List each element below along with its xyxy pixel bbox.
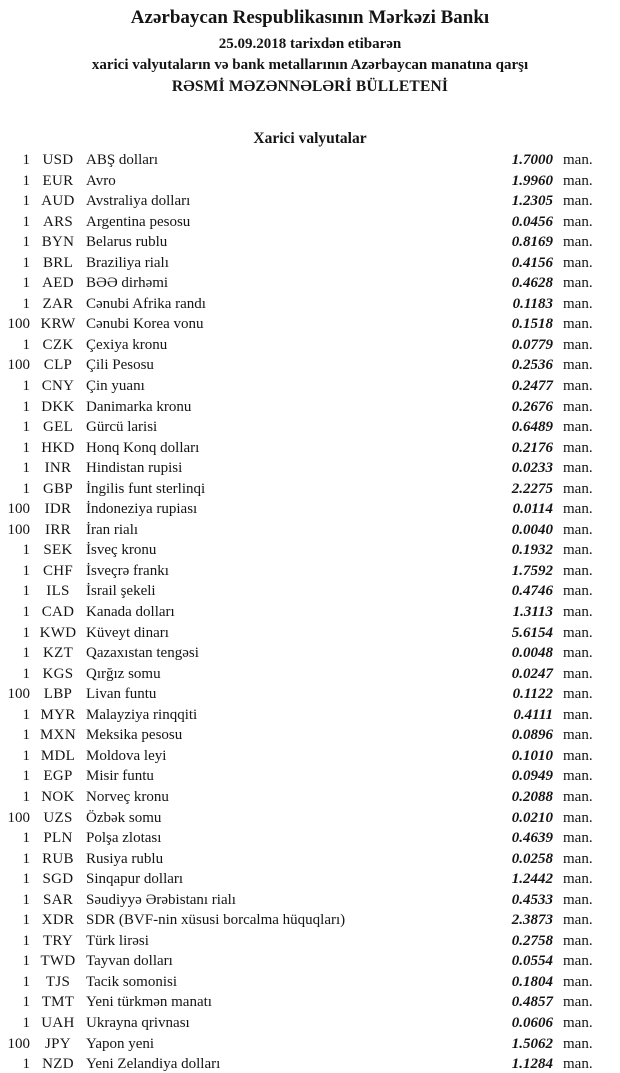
currency-name: İsrail şekeli <box>86 583 156 600</box>
currency-name: Belarus rublu <box>86 234 168 251</box>
rate-quantity: 1 <box>22 460 30 477</box>
unit-label: man. <box>563 912 593 929</box>
rate-value: 0.6489 <box>511 419 553 436</box>
rate-value: 0.1122 <box>512 686 553 703</box>
rate-row <box>0 808 620 829</box>
rate-value: 0.1518 <box>511 316 553 333</box>
rate-row <box>0 314 620 335</box>
rate-quantity: 1 <box>22 1056 30 1073</box>
bank-name-title: Azərbaycan Respublikasının Mərkəzi Bankı <box>130 7 490 28</box>
currency-name: Misir funtu <box>86 768 154 785</box>
currency-code: MDL <box>40 747 76 764</box>
rate-row <box>0 1054 620 1073</box>
rate-row <box>0 294 620 315</box>
unit-label: man. <box>563 357 593 374</box>
rate-value: 0.2536 <box>511 357 553 374</box>
currency-code: DKK <box>41 398 75 415</box>
rate-quantity: 1 <box>22 727 30 744</box>
rate-value: 0.0896 <box>511 727 553 744</box>
rate-value: 0.0210 <box>511 809 553 826</box>
currency-name: Ukrayna qrivnası <box>86 1014 190 1031</box>
rate-value: 0.0456 <box>511 213 553 230</box>
currency-name: Polşa zlotası <box>86 830 162 847</box>
rate-row <box>0 910 620 931</box>
rate-row <box>0 458 620 479</box>
currency-code: NOK <box>41 788 75 805</box>
rate-row <box>0 520 620 541</box>
rate-row <box>0 746 620 767</box>
bulletin-header <box>0 0 620 95</box>
unit-label: man. <box>563 706 593 723</box>
rate-quantity: 1 <box>22 953 30 970</box>
currency-code: SEK <box>43 542 73 559</box>
currency-code: NZD <box>42 1056 74 1073</box>
rate-value: 1.2305 <box>511 193 553 210</box>
currency-code: USD <box>42 152 74 168</box>
rate-value: 0.0233 <box>511 460 553 477</box>
unit-label: man. <box>563 152 593 168</box>
currency-name: Avro <box>86 172 116 189</box>
rate-row <box>0 643 620 664</box>
rate-value: 0.1183 <box>512 295 553 312</box>
unit-label: man. <box>563 439 593 456</box>
rate-quantity: 1 <box>22 912 30 929</box>
unit-label: man. <box>563 1056 593 1073</box>
currency-code: RUB <box>42 850 74 867</box>
currency-name: Çexiya kronu <box>86 336 168 353</box>
currency-code: LBP <box>43 686 73 703</box>
rate-row <box>0 1013 620 1034</box>
currency-name: İsveç kronu <box>86 542 157 559</box>
currency-name: Hindistan rupisi <box>86 460 183 477</box>
rate-value: 0.2676 <box>511 398 553 415</box>
unit-label: man. <box>563 583 593 600</box>
rate-quantity: 1 <box>22 480 30 497</box>
rate-row <box>0 931 620 952</box>
rate-value: 0.4639 <box>511 830 553 847</box>
currency-code: CAD <box>41 604 75 621</box>
rate-quantity: 1 <box>22 604 30 621</box>
currency-name: Norveç kronu <box>86 788 169 805</box>
rate-row <box>0 232 620 253</box>
rate-row <box>0 540 620 561</box>
unit-label: man. <box>563 234 593 251</box>
rate-value: 0.2088 <box>511 788 553 805</box>
rate-quantity: 1 <box>22 254 30 271</box>
rate-row <box>0 171 620 192</box>
currency-name: Honq Konq dolları <box>86 439 200 456</box>
rate-row <box>0 684 620 705</box>
rate-row <box>0 150 620 171</box>
rate-value: 0.1010 <box>511 747 553 764</box>
rate-quantity: 1 <box>22 542 30 559</box>
unit-label: man. <box>563 686 593 703</box>
rate-quantity: 1 <box>22 213 30 230</box>
rate-value: 0.0554 <box>511 953 553 970</box>
unit-label: man. <box>563 645 593 662</box>
currency-code: TMT <box>41 994 75 1011</box>
currency-code: KRW <box>40 316 76 333</box>
unit-label: man. <box>563 316 593 333</box>
currency-name: Çin yuanı <box>86 378 145 395</box>
currency-code: BRL <box>42 254 74 271</box>
currency-code: TRY <box>42 932 74 949</box>
unit-label: man. <box>563 830 593 847</box>
rate-quantity: 1 <box>22 193 30 210</box>
currency-code: KZT <box>42 645 74 662</box>
currency-name: Tayvan dolları <box>86 953 173 970</box>
currency-name: İngilis funt sterlinqi <box>86 480 206 497</box>
currency-name: Yeni Zelandiya dolları <box>86 1056 221 1073</box>
currency-code: UAH <box>41 1014 75 1031</box>
rate-row <box>0 397 620 418</box>
rate-value: 0.2176 <box>511 439 553 456</box>
rate-quantity: 1 <box>22 172 30 189</box>
unit-label: man. <box>563 1035 593 1052</box>
rate-quantity: 100 <box>7 521 30 538</box>
rate-value: 1.7592 <box>511 562 553 579</box>
currency-name: Kanada dolları <box>86 604 175 621</box>
currency-name: Argentina pesosu <box>86 213 191 230</box>
rate-row <box>0 191 620 212</box>
rate-row <box>0 602 620 623</box>
rate-quantity: 1 <box>22 871 30 888</box>
rate-row <box>0 766 620 787</box>
rate-quantity: 1 <box>22 562 30 579</box>
unit-label: man. <box>563 336 593 353</box>
unit-label: man. <box>563 747 593 764</box>
rate-row <box>0 725 620 746</box>
currency-code: MYR <box>40 706 76 723</box>
rate-value: 5.6154 <box>511 624 553 641</box>
rate-row <box>0 623 620 644</box>
currency-name: Meksika pesosu <box>86 727 183 744</box>
rate-quantity: 100 <box>7 1035 30 1052</box>
rate-quantity: 1 <box>22 1014 30 1031</box>
rate-value: 0.2477 <box>511 378 553 395</box>
unit-label: man. <box>563 295 593 312</box>
rate-row <box>0 664 620 685</box>
rate-value: 0.4746 <box>511 583 553 600</box>
currency-name: Danimarka kronu <box>86 398 192 415</box>
rate-value: 0.4857 <box>511 994 553 1011</box>
currency-code: EUR <box>42 172 74 189</box>
rate-quantity: 1 <box>22 706 30 723</box>
rate-row <box>0 253 620 274</box>
rate-row <box>0 972 620 993</box>
unit-label: man. <box>563 768 593 785</box>
currency-code: XDR <box>41 912 75 929</box>
rate-value: 0.0040 <box>511 521 553 538</box>
currency-name: İndoneziya rupiası <box>86 501 198 518</box>
rate-row <box>0 849 620 870</box>
rate-quantity: 1 <box>22 830 30 847</box>
rate-quantity: 1 <box>22 398 30 415</box>
currency-code: UZS <box>43 809 73 826</box>
unit-label: man. <box>563 809 593 826</box>
rate-value: 1.2442 <box>511 871 553 888</box>
rate-quantity: 1 <box>22 994 30 1011</box>
currency-code: CNY <box>41 378 75 395</box>
rate-value: 0.0949 <box>511 768 553 785</box>
rate-value: 0.0779 <box>511 336 553 353</box>
rate-row <box>0 335 620 356</box>
unit-label: man. <box>563 727 593 744</box>
rate-quantity: 1 <box>22 275 30 292</box>
section-title-foreign-currencies: Xarici valyutalar <box>253 130 367 147</box>
rate-value: 0.1932 <box>511 542 553 559</box>
currency-code: INR <box>44 460 72 477</box>
rate-quantity: 1 <box>22 850 30 867</box>
currency-code: CHF <box>42 562 74 579</box>
unit-label: man. <box>563 788 593 805</box>
unit-label: man. <box>563 521 593 538</box>
currency-code: IDR <box>44 501 72 518</box>
rate-value: 2.3873 <box>511 912 553 929</box>
rate-row <box>0 951 620 972</box>
rate-value: 1.5062 <box>511 1035 553 1052</box>
rate-quantity: 1 <box>22 295 30 312</box>
rate-quantity: 1 <box>22 378 30 395</box>
currency-name: Malayziya rinqqiti <box>86 706 198 723</box>
currency-name: Rusiya rublu <box>86 850 164 867</box>
currency-name: SDR (BVF-nin xüsusi borcalma hüquqları) <box>86 912 346 929</box>
rate-quantity: 1 <box>22 747 30 764</box>
currency-code: TWD <box>40 953 76 970</box>
unit-label: man. <box>563 378 593 395</box>
rate-row <box>0 890 620 911</box>
currency-code: EGP <box>43 768 73 785</box>
currency-code: BYN <box>41 234 75 251</box>
unit-label: man. <box>563 604 593 621</box>
rate-row <box>0 355 620 376</box>
rate-row <box>0 479 620 500</box>
currency-name: Gürcü larisi <box>86 419 158 436</box>
currency-name: İsveçrə frankı <box>86 562 169 579</box>
currency-name: Çili Pesosu <box>86 357 154 374</box>
rate-value: 0.1804 <box>511 973 553 990</box>
rate-quantity: 1 <box>22 768 30 785</box>
currency-name: Sinqapur dolları <box>86 871 184 888</box>
currency-code: CLP <box>43 357 73 374</box>
rate-row <box>0 417 620 438</box>
rate-value: 0.2758 <box>511 932 553 949</box>
currency-name: Livan funtu <box>86 686 157 703</box>
rate-value: 0.4111 <box>513 706 553 723</box>
currency-code: PLN <box>43 830 73 847</box>
rate-value: 0.0247 <box>511 665 553 682</box>
currency-name: Qırğız somu <box>86 665 161 682</box>
currency-name: Avstraliya dolları <box>86 193 191 210</box>
currency-code: GEL <box>42 419 74 436</box>
rate-row <box>0 787 620 808</box>
rate-row <box>0 828 620 849</box>
currency-code: ZAR <box>42 295 74 312</box>
currency-name: İran rialı <box>86 521 139 538</box>
unit-label: man. <box>563 501 593 518</box>
rate-quantity: 1 <box>22 891 30 908</box>
rate-row <box>0 499 620 520</box>
rate-value: 0.8169 <box>511 234 553 251</box>
currency-code: TJS <box>45 973 71 990</box>
unit-label: man. <box>563 542 593 559</box>
rate-row <box>0 273 620 294</box>
currency-code: IRR <box>45 521 71 538</box>
currency-name: Cənubi Korea vonu <box>86 316 204 333</box>
currency-name: Moldova leyi <box>86 747 167 764</box>
currency-code: SAR <box>42 891 74 908</box>
rate-value: 0.0048 <box>511 645 553 662</box>
currency-code: ARS <box>42 213 74 230</box>
currency-code: JPY <box>45 1035 71 1052</box>
currency-name: Cənubi Afrika randı <box>86 295 206 312</box>
currency-name: Özbək somu <box>86 809 162 826</box>
rate-quantity: 100 <box>7 357 30 374</box>
rate-quantity: 1 <box>22 645 30 662</box>
rate-row <box>0 581 620 602</box>
currency-code: GBP <box>42 480 74 497</box>
rate-quantity: 1 <box>22 973 30 990</box>
rate-row <box>0 1034 620 1055</box>
currency-code: KWD <box>39 624 77 641</box>
currency-code: HKD <box>41 439 75 456</box>
currency-name: Küveyt dinarı <box>86 624 169 641</box>
rate-quantity: 1 <box>22 234 30 251</box>
rate-quantity: 1 <box>22 583 30 600</box>
unit-label: man. <box>563 398 593 415</box>
unit-label: man. <box>563 891 593 908</box>
rate-value: 1.7000 <box>511 152 553 168</box>
unit-label: man. <box>563 871 593 888</box>
rate-quantity: 1 <box>22 665 30 682</box>
unit-label: man. <box>563 193 593 210</box>
currency-code: KGS <box>42 665 74 682</box>
rate-row <box>0 561 620 582</box>
unit-label: man. <box>563 254 593 271</box>
rate-value: 2.2275 <box>511 480 553 497</box>
currency-name: Yeni türkmən manatı <box>86 994 212 1011</box>
rate-quantity: 1 <box>22 336 30 353</box>
rate-row <box>0 376 620 397</box>
currency-name: Qazaxıstan tengəsi <box>86 645 199 662</box>
currency-name: BƏƏ dirhəmi <box>86 275 169 292</box>
currency-name: Braziliya rialı <box>86 254 169 271</box>
currency-name: ABŞ dolları <box>86 152 159 168</box>
rate-row <box>0 212 620 233</box>
bulletin-title: RƏSMİ MƏZƏNNƏLƏRİ BÜLLETENİ <box>171 78 449 95</box>
rate-quantity: 1 <box>22 932 30 949</box>
unit-label: man. <box>563 480 593 497</box>
rate-quantity: 100 <box>7 809 30 826</box>
rates-table <box>0 150 620 1073</box>
currency-name: Səudiyyə Ərəbistanı rialı <box>86 891 236 908</box>
rate-value: 0.0114 <box>512 501 553 518</box>
unit-label: man. <box>563 172 593 189</box>
rate-value: 1.3113 <box>512 604 553 621</box>
currency-code: MXN <box>40 727 76 744</box>
rate-row <box>0 705 620 726</box>
currency-code: AED <box>42 275 74 292</box>
rate-value: 1.1284 <box>511 1056 553 1073</box>
currency-code: AUD <box>41 193 75 210</box>
unit-label: man. <box>563 419 593 436</box>
unit-label: man. <box>563 275 593 292</box>
unit-label: man. <box>563 213 593 230</box>
rate-quantity: 1 <box>22 624 30 641</box>
unit-label: man. <box>563 460 593 477</box>
unit-label: man. <box>563 994 593 1011</box>
rate-quantity: 1 <box>22 152 30 168</box>
currency-name: Tacik somonisi <box>86 973 178 990</box>
unit-label: man. <box>563 665 593 682</box>
rate-quantity: 100 <box>7 501 30 518</box>
rate-quantity: 100 <box>7 686 30 703</box>
effective-date-line: 25.09.2018 tarixdən etibarən <box>218 36 402 52</box>
rate-quantity: 1 <box>22 788 30 805</box>
unit-label: man. <box>563 932 593 949</box>
unit-label: man. <box>563 850 593 867</box>
rate-row <box>0 992 620 1013</box>
rate-value: 0.4156 <box>511 254 553 271</box>
rate-value: 1.9960 <box>511 172 553 189</box>
rate-quantity: 1 <box>22 439 30 456</box>
rate-quantity: 100 <box>7 316 30 333</box>
unit-label: man. <box>563 562 593 579</box>
rate-row <box>0 869 620 890</box>
currency-code: SGD <box>42 871 74 888</box>
rate-value: 0.4628 <box>511 275 553 292</box>
rate-value: 0.4533 <box>511 891 553 908</box>
unit-label: man. <box>563 1014 593 1031</box>
bulletin-subtitle: xarici valyutaların və bank metallarının Azərbaycan manatına qarşı <box>91 57 529 73</box>
rate-value: 0.0606 <box>511 1014 553 1031</box>
rate-quantity: 1 <box>22 419 30 436</box>
unit-label: man. <box>563 973 593 990</box>
currency-name: Yapon yeni <box>86 1035 155 1052</box>
currency-code: CZK <box>42 336 74 353</box>
unit-label: man. <box>563 624 593 641</box>
rate-value: 0.0258 <box>511 850 553 867</box>
rate-row <box>0 438 620 459</box>
currency-name: Türk lirəsi <box>86 932 149 949</box>
currency-code: ILS <box>46 583 70 600</box>
unit-label: man. <box>563 953 593 970</box>
